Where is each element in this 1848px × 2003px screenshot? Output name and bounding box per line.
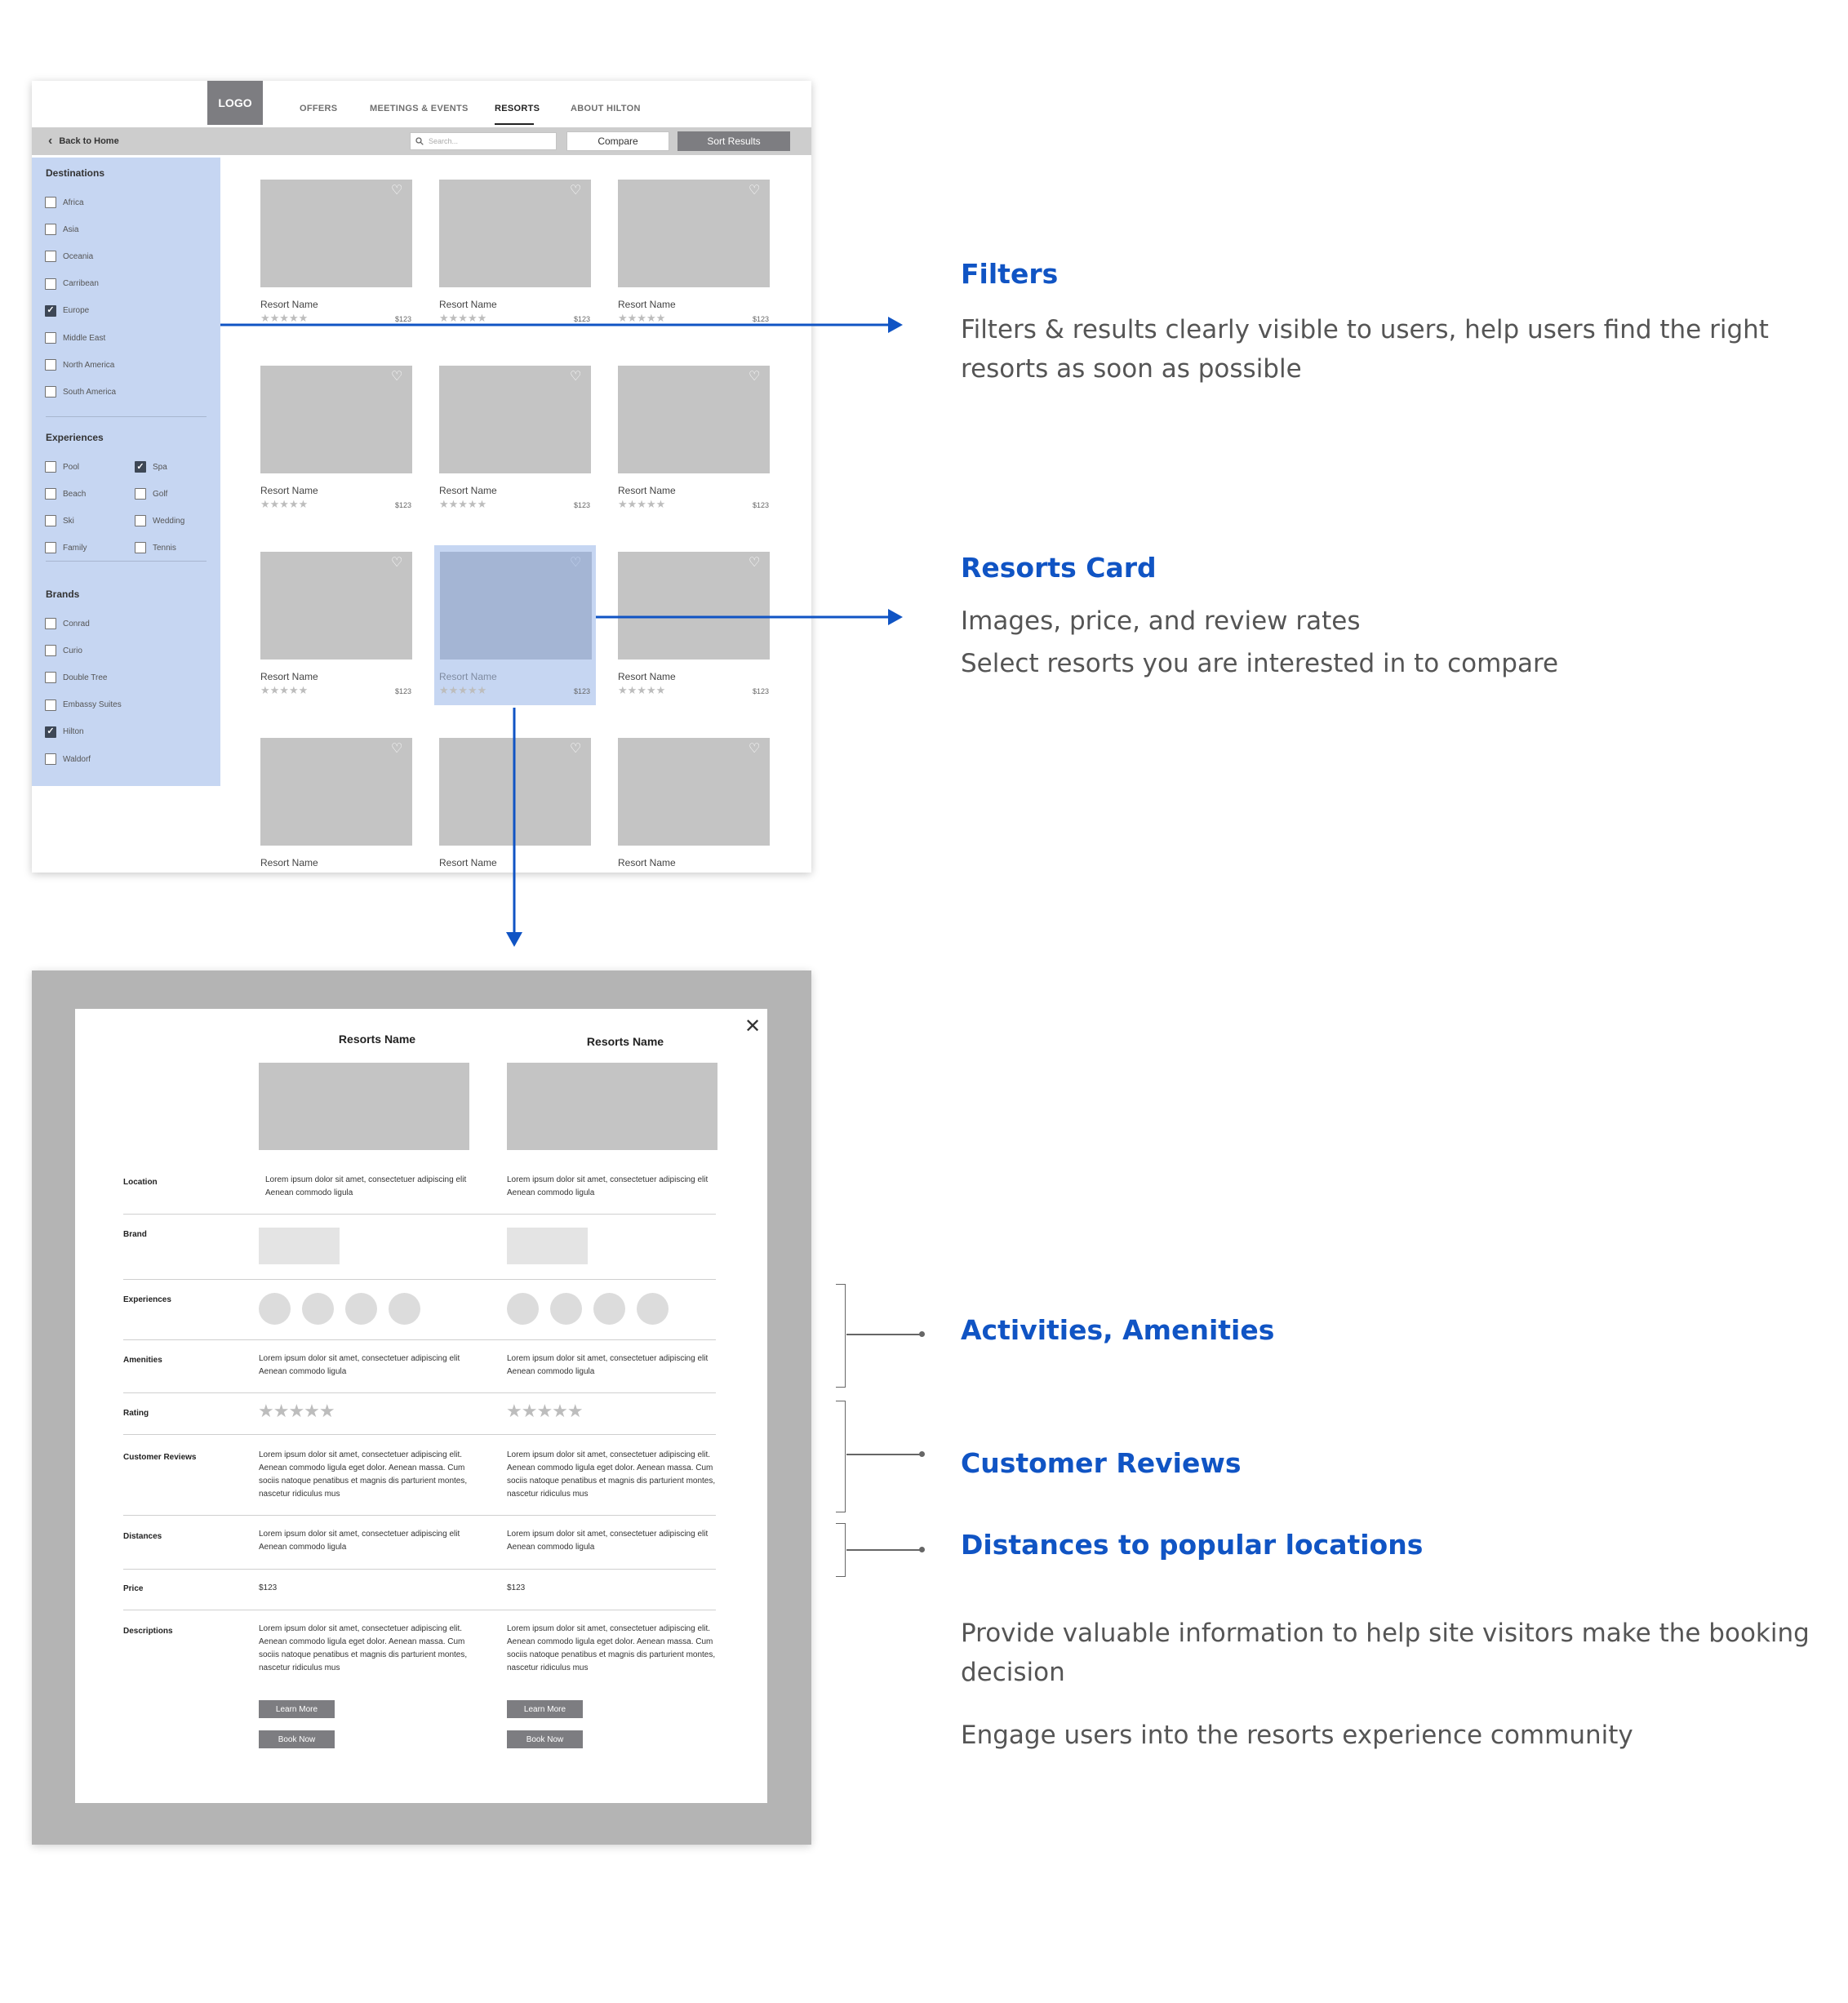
- back-to-home-label: Back to Home: [59, 136, 119, 146]
- bracket-dot: [919, 1547, 925, 1552]
- chevron-left-icon: ‹: [48, 134, 53, 148]
- filter-option-label: Hilton: [63, 727, 84, 737]
- compare-column-title: Resorts Name: [338, 1033, 416, 1046]
- filter-option-label: Double Tree: [63, 673, 108, 682]
- filter-option-label: South America: [63, 387, 117, 397]
- bracket-line: [846, 1549, 923, 1551]
- nav-tab-meetings-events[interactable]: MEETINGS & EVENTS: [370, 104, 469, 113]
- bracket-line: [846, 1334, 923, 1335]
- learn-more-button[interactable]: Learn More: [259, 1700, 335, 1718]
- book-now-button[interactable]: Book Now: [259, 1730, 335, 1748]
- compare-column-title: Resorts Name: [586, 1035, 664, 1048]
- price-label: $123: [753, 501, 770, 509]
- filter-option-label: Oceania: [63, 251, 94, 261]
- card-note-text: Images, price, and review rates: [961, 606, 1361, 636]
- distances-note-title: Distances to popular locations: [961, 1529, 1424, 1561]
- price-label: $123: [753, 687, 770, 695]
- price-label: $123: [574, 501, 591, 509]
- amenities-text: Lorem ipsum dolor sit amet, consectetuer adipiscing elit Aenean commodo ligula: [507, 1354, 709, 1376]
- row-label-descriptions: Descriptions: [123, 1627, 173, 1636]
- arrow-head: [888, 317, 903, 333]
- nav-tab-resorts[interactable]: RESORTS: [495, 104, 540, 113]
- bracket-dot: [919, 1451, 925, 1457]
- description-text: Lorem ipsum dolor sit amet, consectetuer adipiscing elit. Aenean commodo ligula eget dolor. Aenean massa. Cum sociis natoque penatibus et magnis dis parturient montes, nascetur ridiculus mus: [507, 1624, 716, 1672]
- resort-name[interactable]: Resort Name: [439, 671, 497, 682]
- rating-stars: ★★★★★: [618, 498, 666, 510]
- row-label-rating: Rating: [123, 1409, 149, 1418]
- resort-name[interactable]: Resort Name: [618, 299, 676, 310]
- filter-title-experiences: Experiences: [46, 432, 104, 443]
- resort-name[interactable]: Resort Name: [439, 299, 497, 310]
- engage-note-text: Engage users into the resorts experience community: [961, 1721, 1633, 1750]
- nav-tab-offers[interactable]: OFFERS: [300, 104, 338, 113]
- learn-more-button[interactable]: Learn More: [507, 1700, 583, 1718]
- heart-icon[interactable]: ♡: [391, 742, 403, 756]
- arrow-head: [888, 609, 903, 625]
- bracket: [836, 1401, 846, 1512]
- filter-option-label: Europe: [63, 306, 90, 316]
- info-note-text: Provide valuable information to help site visitors make the booking decision: [961, 1619, 1810, 1687]
- price-label: $123: [574, 315, 591, 323]
- distances-text: Lorem ipsum dolor sit amet, consectetuer adipiscing elit Aenean commodo ligula: [507, 1530, 709, 1552]
- filter-option-label: North America: [63, 360, 115, 370]
- description-text: Lorem ipsum dolor sit amet, consectetuer adipiscing elit. Aenean commodo ligula eget dolor. Aenean massa. Cum sociis natoque penatibus et magnis dis parturient montes, nascetur ridiculus mus: [259, 1624, 468, 1672]
- filter-title-destinations: Destinations: [46, 167, 105, 179]
- resort-name[interactable]: Resort Name: [618, 857, 676, 868]
- heart-icon[interactable]: ♡: [749, 370, 761, 384]
- book-now-button[interactable]: Book Now: [507, 1730, 583, 1748]
- rating-stars: ★★★★★: [260, 684, 309, 696]
- compare-button[interactable]: Compare: [566, 131, 669, 151]
- nav-tab-about-hilton[interactable]: ABOUT HILTON: [571, 104, 641, 113]
- logo[interactable]: LOGO: [207, 81, 263, 125]
- customer-reviews-text: Lorem ipsum dolor sit amet, consectetuer adipiscing elit. Aenean commodo ligula eget dolor. Aenean massa. Cum sociis natoque penatibus et magnis dis parturient montes, nascetur ridiculus mus: [507, 1450, 716, 1499]
- arrow-head: [506, 932, 522, 947]
- price-label: $123: [753, 315, 770, 323]
- price-label: $123: [395, 315, 412, 323]
- heart-icon[interactable]: ♡: [391, 184, 403, 198]
- location-text: Lorem ipsum dolor sit amet, consectetuer adipiscing elit Aenean commodo ligula: [265, 1175, 467, 1197]
- filter-option-label: Asia: [63, 224, 79, 234]
- search-placeholder: Search...: [429, 137, 459, 145]
- filter-option-label: Middle East: [63, 333, 106, 343]
- row-label-distances: Distances: [123, 1532, 162, 1541]
- location-text: Lorem ipsum dolor sit amet, consectetuer adipiscing elit Aenean commodo ligula: [507, 1175, 709, 1197]
- card-note-text: Select resorts you are interested in to compare: [961, 649, 1559, 678]
- heart-icon[interactable]: ♡: [570, 184, 582, 198]
- rating-stars: ★★★★★: [260, 312, 309, 324]
- resort-name[interactable]: Resort Name: [618, 671, 676, 682]
- amenities-text: Lorem ipsum dolor sit amet, consectetuer adipiscing elit Aenean commodo ligula: [259, 1354, 460, 1376]
- bracket: [836, 1523, 846, 1577]
- filter-option-label: Carribean: [63, 279, 99, 289]
- row-label-price: Price: [123, 1584, 144, 1593]
- bracket-dot: [919, 1331, 925, 1337]
- filter-option-label: Waldorf: [63, 754, 91, 764]
- resort-name[interactable]: Resort Name: [260, 857, 318, 868]
- sort-results-button[interactable]: Sort Results: [677, 131, 790, 151]
- filter-option-label: Spa: [153, 462, 167, 472]
- resort-name[interactable]: Resort Name: [260, 671, 318, 682]
- filter-option-label: Wedding: [153, 516, 185, 526]
- filter-option-label: Beach: [63, 489, 87, 499]
- rating-stars: ★★★★★: [618, 312, 666, 324]
- row-label-amenities: Amenities: [123, 1356, 162, 1365]
- filters-note-title: Filters: [961, 258, 1059, 290]
- price-label: $123: [574, 687, 591, 695]
- rating-stars: ★★★★★: [439, 498, 487, 510]
- filter-option-label: Curio: [63, 646, 82, 655]
- close-icon[interactable]: ✕: [744, 1015, 762, 1037]
- rating-stars: ★★★★★: [439, 312, 487, 324]
- filter-title-brands: Brands: [46, 588, 80, 600]
- rating-stars: ★★★★★: [260, 498, 309, 510]
- rating-stars: ★★★★★: [439, 684, 487, 696]
- price-label: $123: [395, 687, 412, 695]
- customer-reviews-text: Lorem ipsum dolor sit amet, consectetuer adipiscing elit. Aenean commodo ligula eget dolor. Aenean massa. Cum sociis natoque penatibus et magnis dis parturient montes, nascetur ridiculus mus: [259, 1450, 468, 1499]
- filter-option-label: Tennis: [153, 543, 176, 553]
- filters-note-text: Filters & results clearly visible to users, help users find the right resorts as soon as possible: [961, 315, 1769, 384]
- heart-icon[interactable]: ♡: [749, 742, 761, 756]
- row-label-customer-reviews: Customer Reviews: [123, 1453, 197, 1462]
- filter-option-label: Conrad: [63, 619, 90, 628]
- resort-name[interactable]: Resort Name: [618, 485, 676, 496]
- price-value: $123: [507, 1583, 526, 1592]
- resort-name[interactable]: Resort Name: [439, 857, 497, 868]
- filter-option-label: Family: [63, 543, 87, 553]
- heart-icon[interactable]: ♡: [570, 370, 582, 384]
- activities-note-title: Activities, Amenities: [961, 1314, 1275, 1346]
- heart-icon[interactable]: ♡: [570, 742, 582, 756]
- row-label-brand: Brand: [123, 1230, 147, 1239]
- bracket-line: [846, 1454, 923, 1455]
- rating-stars: ★★★★★: [618, 684, 666, 696]
- row-label-experiences: Experiences: [123, 1295, 171, 1304]
- rating-stars: ★★★★★: [506, 1401, 583, 1421]
- filter-option-label: Africa: [63, 198, 84, 207]
- filter-option-label: Pool: [63, 462, 80, 472]
- resort-name[interactable]: Resort Name: [260, 485, 318, 496]
- filter-option-label: Ski: [63, 516, 74, 526]
- reviews-note-title: Customer Reviews: [961, 1447, 1242, 1479]
- heart-icon[interactable]: ♡: [570, 556, 582, 570]
- filter-option-label: Golf: [153, 489, 168, 499]
- card-note-title: Resorts Card: [961, 552, 1157, 584]
- heart-icon[interactable]: ♡: [391, 370, 403, 384]
- distances-text: Lorem ipsum dolor sit amet, consectetuer adipiscing elit Aenean commodo ligula: [259, 1530, 460, 1552]
- price-label: $123: [395, 501, 412, 509]
- rating-stars: ★★★★★: [258, 1401, 335, 1421]
- bracket: [836, 1284, 846, 1388]
- heart-icon[interactable]: ♡: [749, 184, 761, 198]
- heart-icon[interactable]: ♡: [749, 556, 761, 570]
- row-label-location: Location: [123, 1178, 158, 1187]
- filter-option-label: Embassy Suites: [63, 700, 122, 710]
- price-value: $123: [259, 1583, 278, 1592]
- resort-name[interactable]: Resort Name: [439, 485, 497, 496]
- heart-icon[interactable]: ♡: [391, 556, 403, 570]
- resort-name[interactable]: Resort Name: [260, 299, 318, 310]
